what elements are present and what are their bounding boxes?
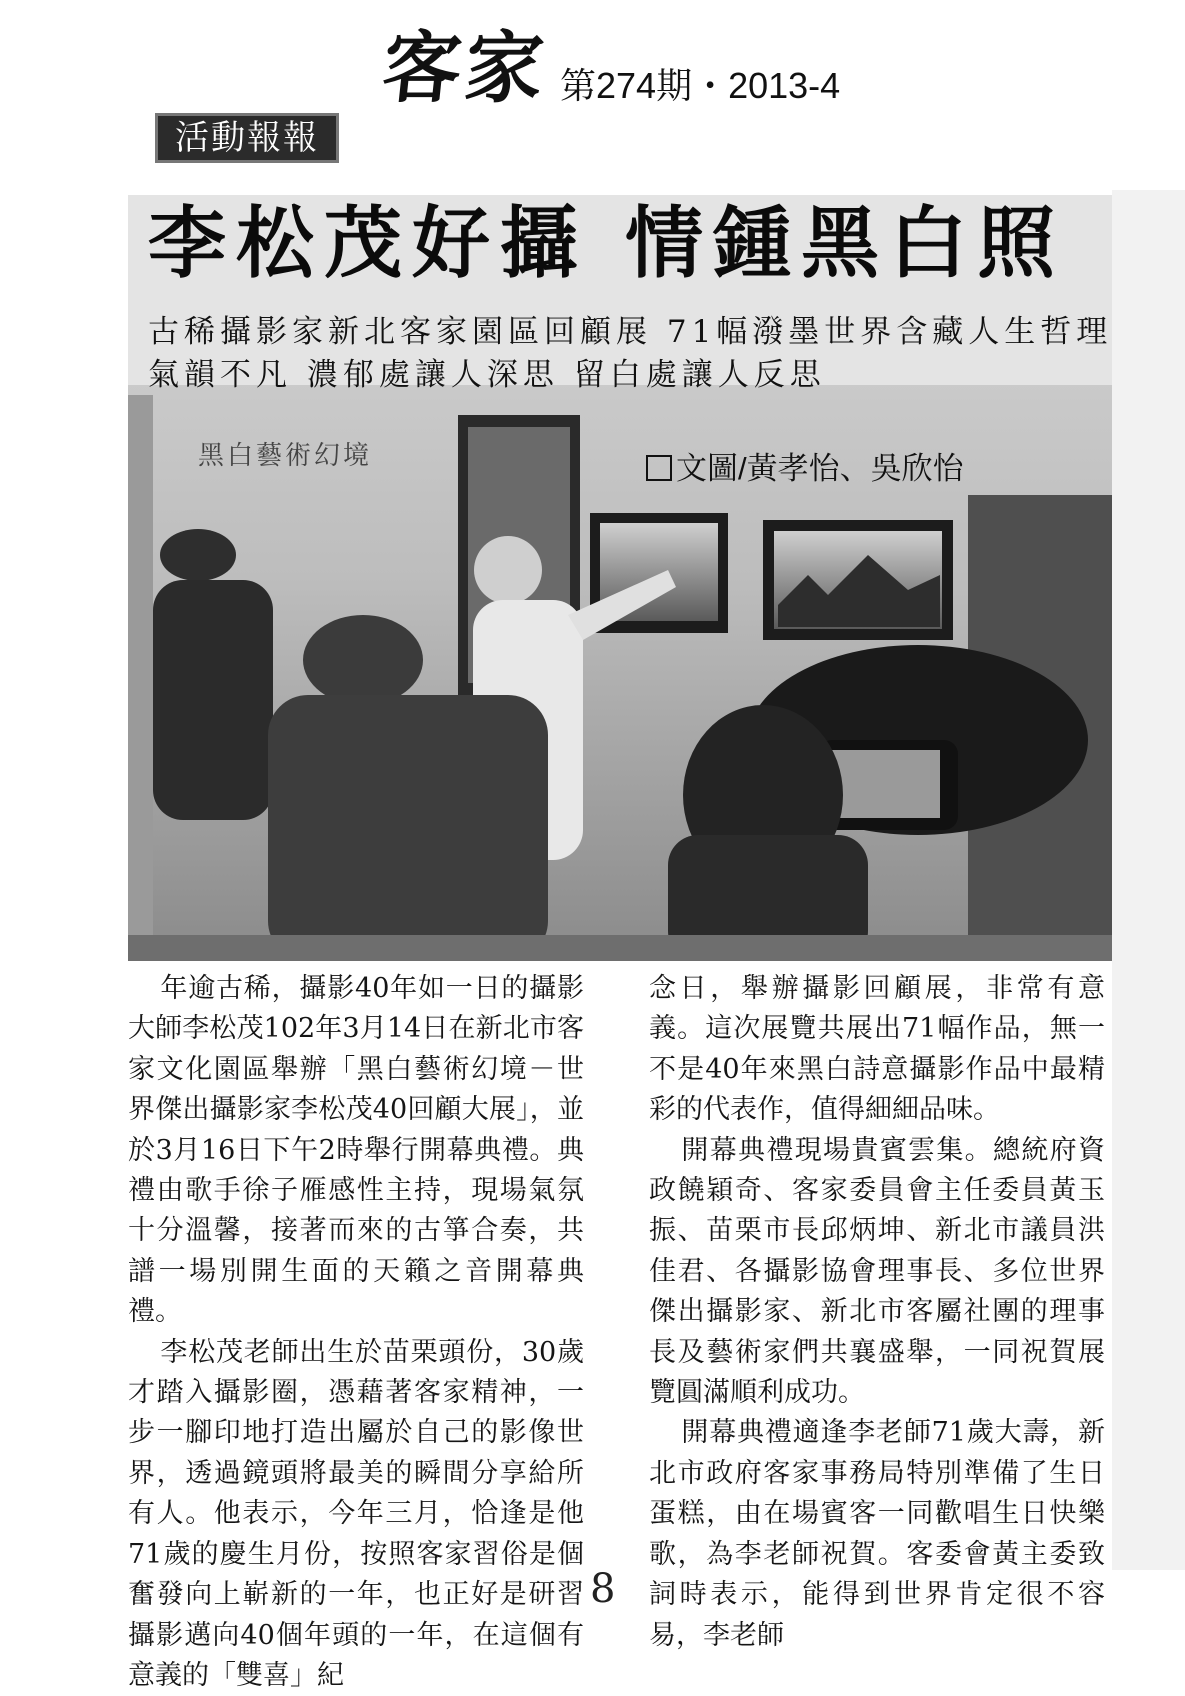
page-number: 8 <box>590 1566 616 1612</box>
section-tag: 活動報報 <box>155 113 339 163</box>
subheadline-line-1: 古稀攝影家新北客家園區回顧展 71幅潑墨世界含藏人生哲理 <box>148 314 1113 350</box>
headline: 李松茂好攝 情鍾黑白照 <box>148 198 1066 289</box>
page-right-edge <box>1112 190 1185 1570</box>
article-paragraph: 開幕典禮適逢李老師71歲大壽，新北市政府客家事務局特別準備了生日蛋糕，由在場賓客一同歡唱生日快樂歌，為李老師祝賀。客委會黃主委致詞時表示，能得到世界肯定很不容易，李老師 <box>649 1417 1105 1651</box>
article-paragraph: 開幕典禮現場貴賓雲集。總統府資政饒穎奇、客家委員會主任委員黃玉振、苗栗市長邱炳坤、新北市議員洪佳君、各攝影協會理事長、多位世界傑出攝影家、新北市客屬社團的理事長及藝術家們共襄盛舉，一同祝賀展覽圓滿順利成功。 <box>649 1134 1105 1409</box>
article-paragraph: 年逾古稀，攝影40年如一日的攝影大師李松茂102年3月14日在新北市客家文化園區舉辦「黑白藝術幻境－世界傑出攝影家李松茂40回顧大展」，並於3月16日下午2時舉行開幕典禮。典禮由歌手徐子雁感性主持，現場氣氛十分溫馨，接著而來的古箏合奏，共譜一場別開生面的天籟之音開幕典禮。 <box>128 973 584 1328</box>
byline-text: 文圖/黃孝怡、吳欣怡 <box>676 451 964 486</box>
byline <box>646 443 964 488</box>
issue-label: 第274期・2013-4 <box>560 65 841 106</box>
gallery-sign: 黑白藝術幻境 <box>198 441 373 471</box>
article-paragraph: 念日，舉辦攝影回顧展，非常有意義。這次展覽共展出71幅作品，無一不是40年來黑白詩意攝影作品中最精彩的代表作，值得細細品味。 <box>649 973 1105 1126</box>
subheadline-line-2: 氣韻不凡 濃郁處讓人深思 留白處讓人反思 <box>148 357 826 393</box>
square-bullet-icon <box>646 455 672 481</box>
masthead-logo: 客家 <box>378 23 552 114</box>
article-paragraph: 李松茂老師出生於苗栗頭份，30歲才踏入攝影圈，憑藉著客家精神，一步一腳印地打造出屬於自己的影像世界，透過鏡頭將最美的瞬間分享給所有人。他表示，今年三月，恰逢是他71歲的慶生月份，按照客家習俗是個奮發向上嶄新的一年，也正好是研習攝影邁向40個年頭的一年，在這個有意義的「雙喜」紀 <box>128 1336 584 1691</box>
article-left-column <box>128 969 584 1696</box>
article-right-column <box>649 969 1105 1656</box>
